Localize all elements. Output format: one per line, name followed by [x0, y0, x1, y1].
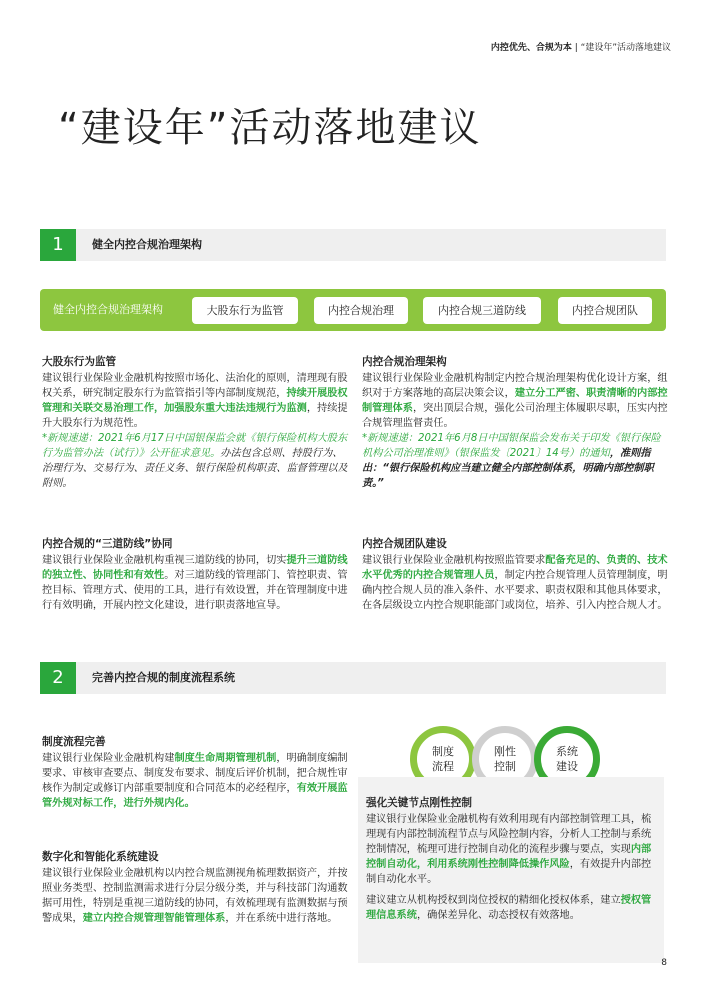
block-governance-structure — [362, 355, 668, 491]
circle-label: 刚性 控制 — [494, 745, 516, 773]
highlight-text: 持续开展股权管理和关联交易治理工作，加强股东重大违法违规行为监测 — [42, 388, 348, 414]
banner-label: 健全内控合规治理架构 — [53, 303, 163, 316]
pill-three-lines: 内控合规三道防线 — [423, 297, 541, 324]
body-text: 建议银行业保险业金融机构按照监管要求 — [362, 555, 546, 566]
highlight-text: 提升三道防线的独立性、协同性和有效性 — [42, 555, 348, 581]
italic-text: ，准则指出：“银行保险机构应当建立健全内部控制体系，明确内部控制职责。” — [362, 448, 654, 489]
block-title: 内控合规团队建设 — [362, 538, 447, 550]
new-rule-note: *新规速递：2021年6月17日中国银保监会就《银行保险机构大股东行为监管办法（试行）》公开征求意见。 — [42, 433, 348, 459]
block-title: 制度流程完善 — [42, 736, 106, 748]
highlight-text: 有效开展监管外规对标工作，进行外规内化。 — [42, 783, 348, 809]
block-team-building — [362, 537, 668, 613]
header-rest: | “建设年”活动落地建议 — [574, 43, 671, 53]
section-1-title: 健全内控合规治理架构 — [92, 238, 202, 251]
highlight-text: 授权管理信息系统 — [366, 895, 652, 921]
block-shareholder-supervision — [42, 355, 348, 491]
highlight-text: 配备充足的、负责的、技术水平优秀的内控合规管理人员 — [362, 555, 668, 581]
body-text: 建议银行业保险业金融机构建 — [42, 753, 175, 764]
block-title: 强化关键节点刚性控制 — [366, 797, 472, 809]
body-text: 建议银行业保险业金融机构按照市场化、法治化的原则，清理现有股权关系，研究制定股东行为监管指引等内部制度规范， — [42, 373, 348, 399]
section-1-number: 1 — [40, 229, 76, 261]
header-bold: 内控优先、合规为本 — [490, 43, 572, 53]
block-title: 内控合规的“三道防线”协同 — [42, 538, 173, 550]
section-2-bar — [40, 662, 666, 694]
section-1-bar — [40, 229, 666, 261]
pill-governance: 内控合规治理 — [314, 297, 408, 324]
highlight-text: 建立分工严密、职责清晰的内部控制管理体系 — [362, 388, 668, 414]
body-text: 建议银行业保险业金融机构制定内控合规治理架构优化设计方案，组织对于方案落地的高层决策会议， — [362, 373, 668, 399]
body-text: ，确保差异化、动态授权有效落地。 — [416, 910, 580, 921]
pill-shareholder: 大股东行为监管 — [192, 297, 298, 324]
block-process-improvement — [42, 735, 348, 811]
italic-text: 办法包含总则、持股行为、治理行为、交易行为、责任义务、银行保险机构职责、监督管理以及附则。 — [42, 448, 348, 489]
highlight-text: 建立内控合规管理智能管理体系 — [82, 913, 226, 924]
block-rigid-control — [366, 796, 658, 923]
page-number: 8 — [661, 958, 667, 968]
page-title: “建设年”活动落地建议 — [58, 105, 482, 151]
block-title: 大股东行为监管 — [42, 356, 117, 368]
highlight-text: 内部控制自动化，利用系统刚性控制降低操作风险 — [366, 844, 652, 870]
body-text: ，突出顶层合规，强化公司治理主体履职尽职，压实内控合规管理监督责任。 — [362, 403, 668, 429]
body-text: ，制定内控合规管理人员管理制度，明确内控合规人员的准入条件、水平要求、职责权限和其他具体要求，在各层级设立内控合规职能部门或岗位，培养、引入内控合规人才。 — [362, 570, 668, 611]
body-text: 建议银行业保险业金融机构以内控合规监测视角梳理数据资产，并按照业务类型、控制监测需求进行分层分级分类，并与科技部门沟通数据可用性，特别是重视三道防线的协同，有效梳理现有监测数据与预警成果， — [42, 868, 348, 924]
body-text: ，明确制度编制要求、审核审查要点、制度发布要求、制度后评价机制，把合规性审核作为制定或修订内部重要制度和合同范本的必经程序， — [42, 753, 348, 794]
governance-banner — [40, 289, 666, 331]
body-text: 建议银行业保险业金融机构重视三道防线的协同，切实 — [42, 555, 287, 566]
body-text: ，有效提升内部控制自动化水平。 — [366, 859, 652, 885]
body-text: ，并在系统中进行落地。 — [225, 913, 338, 924]
section-2-number: 2 — [40, 662, 76, 694]
block-title: 内控合规治理架构 — [362, 356, 447, 368]
pill-team: 内控合规团队 — [558, 297, 652, 324]
body-text: 建议银行业保险业金融机构有效利用现有内部控制管理工具，梳理现有内部控制流程节点与风险控制内容，分析人工控制与系统控制情况，梳理可进行控制自动化的流程步骤与要点，实现 — [366, 814, 652, 855]
highlight-text: 制度生命周期管理机制 — [174, 753, 277, 764]
block-title: 数字化和智能化系统建设 — [42, 851, 159, 863]
section-2-title: 完善内控合规的制度流程系统 — [92, 671, 235, 684]
block-three-lines — [42, 537, 348, 613]
circle-label: 制度 流程 — [432, 745, 454, 773]
body-text: 建议建立从机构授权到岗位授权的精细化授权体系，建立 — [366, 895, 621, 906]
block-digital-systems — [42, 850, 348, 926]
body-text: ，持续提升大股东行为规范性。 — [42, 403, 348, 429]
running-header — [491, 40, 671, 53]
body-text: 。对三道防线的管理部门、管控职责、管控目标、管理方式、使用的工具，进行有效设置，并在管理制度中进行有效明确，开展内控文化建设，进行职责落地宣导。 — [42, 570, 348, 611]
circle-label: 系统 建设 — [556, 745, 578, 773]
new-rule-note: *新规速递：2021年6月8日中国银保监会发布关于印发《银行保险机构公司治理准则》（银保监发〔2021〕14号）的通知 — [362, 433, 661, 459]
